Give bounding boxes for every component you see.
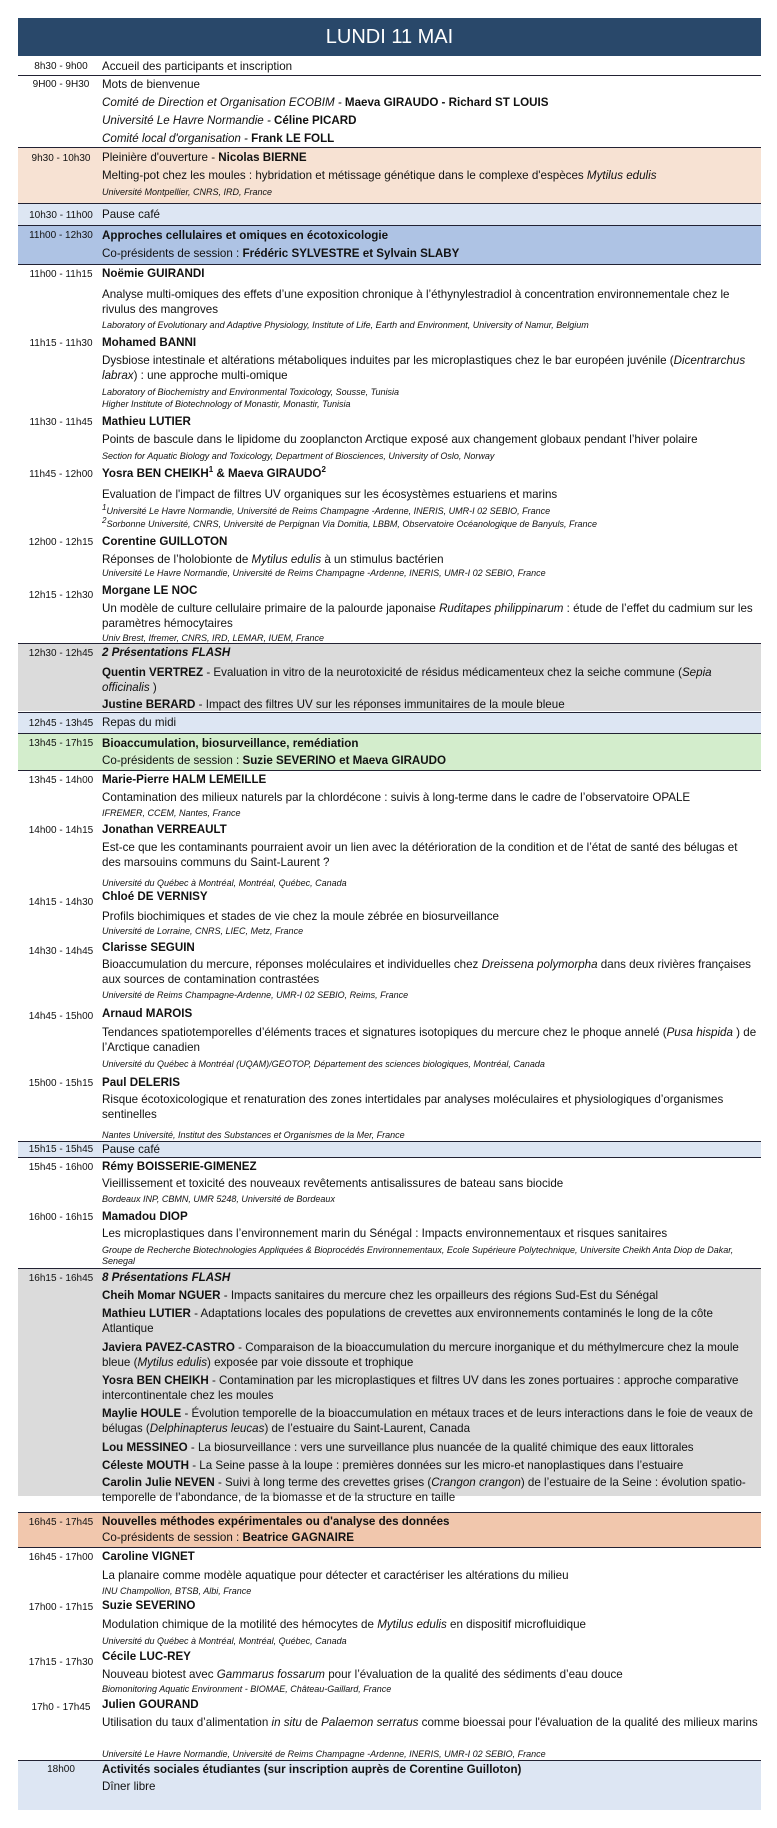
species-name: Ruditapes philippinarum	[439, 602, 564, 615]
speaker-name: Clarisse SEGUIN	[102, 941, 195, 954]
species-name: Palaemon serratus	[321, 1716, 419, 1729]
time-slot: 16h45 - 17h00	[28, 1552, 94, 1563]
speaker-name: Caroline VIGNET	[102, 1550, 195, 1563]
time-slot: 11h30 - 11h45	[29, 417, 93, 428]
talk-title-text: Utilisation du taux d’alimentation	[102, 1716, 272, 1729]
talk-title: Contamination des milieux naturels par la chlordécone : suivis à long-terme dans le cadre de l’observatoire OPALE	[102, 791, 691, 804]
session-label: Accueil des participants et inscription	[102, 60, 293, 73]
plenary-title	[102, 150, 758, 165]
time-slot: 12h45 - 13h45	[28, 718, 94, 729]
affiliation: Université du Québec à Montréal (UQAM)/GEOTOP, Département des sciences biologiques, Montréal, Canada	[102, 1059, 545, 1069]
time-slot: 18h00	[47, 1764, 75, 1775]
species-name: Dicentrarchus labrax	[102, 354, 746, 382]
talk-title-text: Modulation chimique de la motilité des hémocytes de	[102, 1618, 378, 1631]
session-label: Mots de bienvenue	[102, 78, 200, 91]
speaker-name: Suzie SEVERINO	[102, 1599, 196, 1612]
welcome-names: Maeva GIRAUDO - Richard ST LOUIS	[344, 96, 549, 109]
divider	[18, 1157, 761, 1158]
time-slot: 14h30 - 14h45	[28, 946, 94, 957]
divider	[18, 770, 761, 771]
talk-title-text: pour l’évaluation de la qualité des sédiments d’eau douce	[324, 1668, 623, 1681]
divider	[18, 733, 761, 734]
welcome-org: Comité de Direction et Organisation ECOBIM -	[102, 96, 345, 109]
time-slot: 11h00 - 11h15	[29, 269, 93, 280]
time-slot: 13h45 - 17h15	[28, 738, 94, 749]
speaker-name: Chloé DE VERNISY	[102, 890, 208, 903]
break-label: Pause café	[102, 1143, 161, 1156]
latin-term: in situ	[271, 1716, 302, 1729]
flash-text: ) exposée par voie dissoute et trophique	[207, 1356, 414, 1369]
flash-item	[102, 1475, 758, 1505]
talk-title: Analyse multi-omiques des effets d’une exposition chronique à l’éthynylestradiol à concentration environnementale chez le rivulus des mangroves	[102, 288, 730, 316]
flash-text: - Evaluation in vitro de la neurotoxicité de résidus médicamenteux chez la seiche commune (	[203, 666, 682, 679]
species-name: Delphinapterus leucas	[149, 1422, 265, 1435]
flash-item	[102, 1288, 758, 1303]
chairs-label: Co-présidents de session :	[102, 1531, 243, 1544]
session-title: Activités sociales étudiantes (sur inscription auprès de Corentine Guilloton)	[102, 1763, 522, 1776]
session-chairs	[102, 1530, 758, 1545]
time-slot: 10h30 - 11h00	[29, 210, 93, 221]
social-label: Dîner libre	[102, 1780, 156, 1793]
species-name: Sepia officinalis	[102, 666, 712, 694]
session-title: Bioaccumulation, biosurveillance, remédiation	[102, 737, 359, 750]
affiliation: Université de Lorraine, CNRS, LIEC, Metz, France	[102, 926, 304, 936]
divider	[18, 1547, 761, 1548]
speaker-name: Jonathan VERREAULT	[102, 823, 227, 836]
talk-title-text: Dysbiose intestinale et altérations métaboliques induites par les microplastiques chez le bar européen juvénile (	[102, 354, 674, 367]
speaker-name: Paul DELERIS	[102, 1076, 180, 1089]
time-slot: 16h45 - 17h45	[28, 1517, 94, 1528]
affiliation: Groupe de Recherche Biotechnologies Appliquées & Bioprocédés Environnementaux, Ecole Supérieure Polytechnique, Universite Cheikh Anta Diop de Dakar, Senegal	[102, 1245, 734, 1266]
affiliation: Laboratory of Evolutionary and Adaptive Physiology, Institute of Life, Earth and Environment, University of Namur, Belgium	[102, 320, 589, 330]
speaker-name: Maylie HOULE	[102, 1407, 182, 1420]
talk-title	[102, 601, 758, 631]
welcome-line	[102, 95, 758, 110]
talk-title-text: : étude de l’effet du cadmium sur les paramètres hémocytaires	[102, 602, 753, 630]
affiliation: Université du Québec à Montréal, Montréal, Québec, Canada	[102, 1636, 347, 1646]
talk-title: Les microplastiques dans l’environnement marin du Sénégal : Impacts environnementaux et risques sanitaires	[102, 1227, 668, 1240]
speaker-name: Noëmie GUIRANDI	[102, 267, 205, 280]
talk-title	[102, 1667, 758, 1682]
chairs-names: Frédéric SYLVESTRE et Sylvain SLABY	[242, 247, 460, 260]
break-label: Repas du midi	[102, 716, 177, 729]
affiliation: IFREMER, CCEM, Nantes, France	[102, 808, 241, 818]
talk-title-text: ) de l’Arctique canadien	[102, 1026, 757, 1054]
time-slot: 14h45 - 15h00	[28, 1011, 94, 1022]
speaker-name: Corentine GUILLOTON	[102, 535, 228, 548]
flash-item	[102, 1406, 758, 1436]
time-slot: 13h45 - 14h00	[28, 775, 94, 786]
talk-title-text: Bioaccumulation du mercure, réponses moléculaires et individuelles chez	[102, 958, 482, 971]
time-slot: 16h15 - 16h45	[28, 1273, 94, 1284]
species-name: Gammarus fossarum	[216, 1668, 325, 1681]
time-slot: 14h00 - 14h15	[28, 825, 94, 836]
break-label: Pause café	[102, 208, 161, 221]
time-slot: 12h30 - 12h45	[28, 648, 94, 659]
flash-item	[102, 665, 758, 695]
affiliation: Université Le Havre Normandie, Université de Reims Champagne -Ardenne, INERIS, UMR-I 02 SEBIO, France	[102, 1749, 546, 1759]
chairs-names: Beatrice GAGNAIRE	[242, 1531, 354, 1544]
flash-item	[102, 1440, 758, 1455]
divider	[18, 203, 761, 204]
affiliation-mark: 1	[102, 503, 107, 512]
talk-title	[102, 552, 758, 567]
talk-title-text: Tendances spatiotemporelles d’éléments traces et signatures isotopiques du mercure chez le phoque annelé (	[102, 1026, 667, 1039]
flash-text: - La Seine passe à la loupe : premières données sur les micro-et nanoplastiques dans l’estuaire	[188, 1459, 684, 1472]
affiliation: Higher Institute of Biotechnology of Monastir, Monastir, Tunisia	[102, 399, 351, 409]
flash-text: )	[149, 681, 157, 694]
talk-title: Risque écotoxicologique et renaturation des zones intertidales par analyses moléculaires et physiologiques d’organismes sentinelles	[102, 1093, 724, 1121]
affiliation-mark: 1	[208, 465, 214, 475]
flash-item	[102, 1306, 758, 1336]
flash-item	[102, 1373, 758, 1403]
speaker-name: Julien GOURAND	[102, 1698, 199, 1711]
affiliation: Univ Brest, Ifremer, CNRS, IRD, LEMAR, IUEM, France	[102, 633, 325, 643]
speaker-name: Quentin VERTREZ	[102, 666, 204, 679]
talk-title	[102, 353, 758, 383]
time-slot: 15h00 - 15h15	[28, 1078, 94, 1089]
talk-title-text: dans deux rivières françaises aux sources de contamination contrastées	[102, 958, 751, 986]
species-name: Mytilus edulis	[377, 1618, 447, 1631]
flash-text: - La biosurveillance : vers une surveillance plus nuancée de la qualité chimique des eaux littorales	[187, 1441, 694, 1454]
speaker-name: Céleste MOUTH	[102, 1459, 189, 1472]
affiliation: Université Le Havre Normandie, Université de Reims Champagne -Ardenne, INERIS, UMR-I 02 SEBIO, France	[102, 568, 546, 578]
divider	[18, 712, 761, 713]
flash-text: - Impact des filtres UV sur les réponses immunitaires de la moule bleue	[195, 698, 565, 711]
time-slot: 9H00 - 9H30	[32, 79, 90, 90]
species-name: Mytilus edulis	[251, 553, 322, 566]
speaker-name: Mohamed BANNI	[102, 336, 197, 349]
talk-title	[102, 1715, 758, 1730]
flash-item	[102, 1458, 758, 1473]
affiliation-text: Université Le Havre Normandie, Université de Reims Champagne -Ardenne, INERIS, UMR-I 02 SEBIO, France	[106, 506, 551, 516]
talk-title-text: Réponses de l’holobionte de	[102, 553, 252, 566]
divider	[18, 147, 761, 148]
affiliation-mark: 2	[321, 465, 326, 475]
affiliation: Section for Aquatic Biology and Toxicology, Department of Biosciences, University of Oslo, Norway	[102, 451, 495, 461]
affiliation: Université de Reims Champagne-Ardenne, UMR-I 02 SEBIO, Reims, France	[102, 990, 409, 1000]
speaker-name: Cheih Momar NGUER	[102, 1289, 221, 1302]
species-name: Mytilus edulis	[586, 169, 657, 182]
time-slot: 15h15 - 15h45	[28, 1144, 94, 1155]
speaker-name	[102, 466, 758, 481]
plenary-label: Pleinière d'ouverture -	[102, 151, 219, 164]
time-slot: 14h15 - 14h30	[28, 897, 94, 908]
time-slot: 8h30 - 9h00	[34, 61, 88, 72]
chairs-label: Co-présidents de session :	[102, 754, 243, 767]
species-name: Pusa hispida	[666, 1026, 733, 1039]
speaker-name: Marie-Pierre HALM LEMEILLE	[102, 773, 267, 786]
flash-text: - Suivi à long terme des crevettes grises (	[214, 1476, 432, 1489]
time-slot: 12h15 - 12h30	[28, 590, 94, 601]
talk-title: Points de bascule dans le lipidome du zooplancton Arctique exposé aux changement globaux pendant l’hiver polaire	[102, 433, 698, 446]
talk-title-text: comme bioessai pour l'évaluation de la qualité des milieux marins	[418, 1716, 758, 1729]
talk-title	[102, 168, 758, 183]
talk-title	[102, 1025, 758, 1055]
flash-text: - Évolution temporelle de la bioaccumulation en métaux traces et de leurs interactions dans le foie de veaux de bélugas (	[102, 1407, 753, 1435]
time-slot: 11h45 - 12h00	[29, 469, 93, 480]
affiliation: Laboratory of Biochemistry and Environmental Toxicology, Sousse, Tunisia	[102, 387, 399, 397]
welcome-names: Céline PICARD	[274, 114, 357, 127]
affiliation: INU Champollion, BTSB, Albi, France	[102, 1586, 252, 1596]
talk-title	[102, 1617, 758, 1632]
divider	[18, 643, 761, 644]
affiliation	[102, 516, 758, 530]
time-slot: 9h30 - 10h30	[31, 153, 91, 164]
time-slot: 11h15 - 11h30	[29, 338, 93, 349]
flash-text: - Adaptations locales des populations de crevettes aux environnements contaminés le long de la côte Atlantique	[102, 1307, 713, 1335]
chairs-names: Suzie SEVERINO et Maeva GIRAUDO	[242, 754, 447, 767]
time-slot: 17h0 - 17h45	[31, 1702, 91, 1713]
time-slot: 17h00 - 17h15	[28, 1602, 94, 1613]
joiner: &	[213, 467, 229, 480]
talk-title: Profils biochimiques et stades de vie chez la moule zébrée en biosurveillance	[102, 910, 499, 923]
speaker-name: Javiera PAVEZ-CASTRO	[102, 1341, 235, 1354]
session-chairs	[102, 246, 758, 261]
speaker-name: Arnaud MAROIS	[102, 1007, 193, 1020]
divider	[18, 1760, 761, 1761]
affiliation: Bordeaux INP, CBMN, UMR 5248, Université de Bordeaux	[102, 1194, 335, 1204]
affiliation	[102, 503, 758, 517]
divider	[18, 1512, 761, 1513]
session-title: Nouvelles méthodes expérimentales ou d'analyse des données	[102, 1515, 450, 1528]
affiliation-text: Sorbonne Université, CNRS, Université de Perpignan Via Domitia, LBBM, Observatoire Océanologique de Banyuls, France	[106, 519, 598, 529]
speaker-name-1: Yosra BEN CHEIKH	[102, 467, 209, 480]
flash-text: - Comparaison de la bioaccumulation du mercure inorganique et du méthylmercure chez la moule bleue (	[102, 1341, 739, 1369]
affiliation: Université du Québec à Montréal, Montréal, Québec, Canada	[102, 878, 347, 888]
species-name: Dreissena polymorpha	[481, 958, 598, 971]
session-title: Approches cellulaires et omiques en écotoxicologie	[102, 229, 389, 242]
welcome-names: Frank LE FOLL	[251, 132, 335, 145]
session-chairs	[102, 753, 758, 768]
talk-title-text: ) : une approche multi-omique	[133, 369, 288, 382]
species-name: Mytilus edulis	[137, 1356, 208, 1369]
welcome-line	[102, 131, 758, 146]
speaker-name: Yosra BEN CHEIKH	[102, 1374, 209, 1387]
time-slot: 17h15 - 17h30	[28, 1657, 94, 1668]
speaker-name: Cécile LUC-REY	[102, 1650, 191, 1663]
time-slot: 15h45 - 16h00	[28, 1162, 94, 1173]
welcome-org: Comité local d'organisation -	[102, 132, 252, 145]
welcome-org: Université Le Havre Normandie -	[102, 114, 275, 127]
flash-text: ) de l’estuaire de la Seine : évolution spatio-temporelle de l’abondance, de la biomasse et de la structure en taille	[102, 1476, 746, 1504]
talk-title: Est-ce que les contaminants pourraient avoir un lien avec la détérioration de la condition et de l’état de santé des bélugas et des marsouins communs du Saint-Laurent ?	[102, 841, 738, 869]
speaker-name: Justine BERARD	[102, 698, 196, 711]
speaker-name: Rémy BOISSERIE-GIMENEZ	[102, 1160, 257, 1173]
divider	[18, 264, 761, 265]
time-slot: 16h00 - 16h15	[28, 1212, 94, 1223]
flash-item	[102, 697, 758, 712]
affiliation: Biomonitoring Aquatic Environment - BIOMAE, Château-Gaillard, France	[102, 1684, 392, 1694]
speaker-name: Lou MESSINEO	[102, 1441, 188, 1454]
talk-title: La planaire comme modèle aquatique pour détecter et caractériser les altérations du milieu	[102, 1569, 569, 1582]
speaker-name: Morgane LE NOC	[102, 584, 198, 597]
flash-title: 8 Présentations FLASH	[102, 1271, 231, 1284]
talk-title-text: en dispositif microfluidique	[446, 1618, 586, 1631]
flash-text: - Impacts sanitaires du mercure chez les orpailleurs des régions Sud-Est du Sénégal	[220, 1289, 659, 1302]
talk-title-text: à un stimulus bactérien	[321, 553, 444, 566]
talk-title-text: Melting-pot chez les moules : hybridation et métissage génétique dans le complexe d'espèces	[102, 169, 587, 182]
talk-title-text: de	[301, 1716, 322, 1729]
talk-title-text: Nouveau biotest avec	[102, 1668, 217, 1681]
speaker-name: Mathieu LUTIER	[102, 415, 191, 428]
talk-title-text: Un modèle de culture cellulaire primaire de la palourde japonaise	[102, 602, 440, 615]
time-slot: 12h00 - 12h15	[28, 537, 94, 548]
talk-title: Vieillissement et toxicité des nouveaux revêtements antisalissures de bateau sans biocide	[102, 1177, 564, 1190]
plenary-speaker: Nicolas BIERNE	[218, 151, 307, 164]
day-header: LUNDI 11 MAI	[18, 18, 761, 56]
speaker-name: Carolin Julie NEVEN	[102, 1476, 215, 1489]
talk-title: Evaluation de l'impact de filtres UV organiques sur les écosystèmes estuariens et marins	[102, 488, 558, 501]
affiliation: Université Montpellier, CNRS, IRD, France	[102, 187, 273, 197]
speaker-name: Mamadou DIOP	[102, 1210, 188, 1223]
flash-text: ) de l’estuaire du Saint-Laurent, Canada	[264, 1422, 471, 1435]
chairs-label: Co-présidents de session :	[102, 247, 243, 260]
flash-title: 2 Présentations FLASH	[102, 646, 231, 659]
divider	[18, 225, 761, 226]
time-slot: 11h00 - 12h30	[29, 230, 93, 241]
welcome-line	[102, 113, 758, 128]
flash-text: - Contamination par les microplastiques et filtres UV dans les zones portuaires : approche comparative intercontinentale chez les moules	[102, 1374, 739, 1402]
affiliation: Nantes Université, Institut des Substances et Organismes de la Mer, France	[102, 1130, 405, 1140]
speaker-name-2: Maeva GIRAUDO	[228, 467, 322, 480]
divider	[18, 75, 761, 76]
flash-item	[102, 1340, 758, 1370]
divider	[18, 1268, 761, 1269]
talk-title	[102, 957, 758, 987]
species-name: Crangon crangon	[431, 1476, 521, 1489]
speaker-name: Mathieu LUTIER	[102, 1307, 191, 1320]
affiliation-mark: 2	[102, 516, 107, 525]
